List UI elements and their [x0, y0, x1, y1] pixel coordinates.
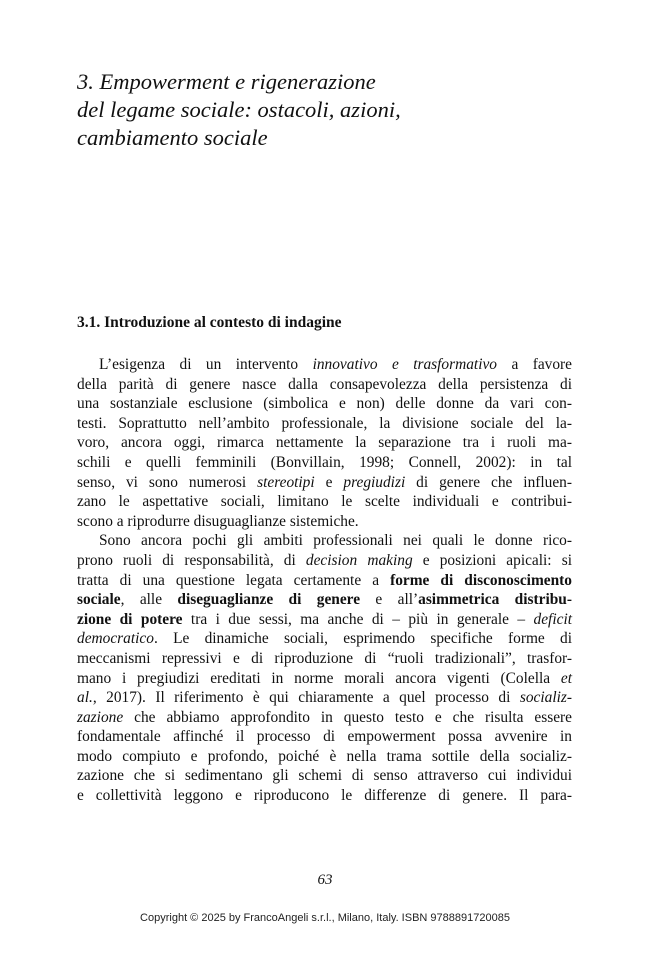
text-run: L’esigenza di un intervento: [99, 356, 313, 373]
paragraph-line: [77, 433, 572, 453]
paragraph-line: [77, 727, 572, 747]
text-run: voro, ancora oggi, rimarca nettamente la separazione tra i ruoli ma-: [77, 434, 572, 452]
bold-text: sociale: [77, 591, 121, 609]
text-run: a favore: [497, 356, 572, 373]
text-run: prono ruoli di responsabilità, di: [77, 551, 306, 569]
italic-text: stereotipi: [257, 473, 315, 491]
paragraph-line: [77, 394, 572, 414]
text-run: meccanismi repressivi e di riproduzione di “ruoli tradizionali”, trasfor-: [77, 649, 572, 667]
paragraph-line: [77, 590, 572, 610]
text-run: , alle: [120, 591, 178, 609]
italic-text: et: [560, 669, 572, 687]
paragraph-line: [77, 708, 572, 728]
italic-text: zazione: [77, 708, 124, 726]
text-run: . Le dinamiche sociali, esprimendo specifiche forme di: [153, 630, 572, 648]
paragraph-line: [77, 453, 572, 473]
text-run: una sostanziale esclusione (simbolica e non) delle donne da vari con-: [77, 395, 572, 413]
text-run: della parità di genere nasce dalla consapevolezza della persistenza di: [77, 375, 572, 393]
section-heading: 3.1. Introduzione al contesto di indagine: [77, 314, 342, 331]
body-text: [77, 355, 572, 806]
text-run: di genere che influen-: [405, 473, 573, 491]
paragraph-line: [77, 492, 572, 512]
text-run: tra i due sessi, ma anche di – più in generale –: [182, 610, 534, 628]
paragraph-line: [77, 375, 572, 395]
text-run: e collettività leggono e riproducono le differenze di genere. Il para-: [77, 787, 572, 805]
paragraph-line: [77, 629, 572, 649]
paragraph-line: [77, 551, 572, 571]
paragraph-line: [77, 512, 572, 532]
bold-text: diseguaglianze di genere: [177, 591, 361, 609]
paragraph-line: [77, 473, 572, 493]
bold-text: forme di disconoscimento: [390, 571, 572, 589]
text-run: , 2017). Il riferimento è qui chiaramente a quel processo di: [92, 689, 520, 707]
italic-text: deficit: [533, 610, 572, 628]
paragraph-line: [77, 414, 572, 434]
text-run: e: [314, 473, 344, 491]
chapter-title-line: del legame sociale: ostacoli, azioni,: [77, 97, 401, 122]
italic-text: decision making: [305, 551, 413, 569]
text-run: mano i pregiudizi ereditati in norme morali ancora vigenti (Colella: [77, 669, 561, 687]
text-run: schili e quelli femminili (Bonvillain, 1998; Connell, 2002): in tal: [77, 453, 572, 471]
chapter-title-line: 3. Empowerment e rigenerazione: [77, 69, 376, 94]
bold-text: zione di potere: [77, 610, 183, 628]
text-run: che abbiamo approfondito in questo testo e che risulta essere: [123, 708, 572, 726]
paragraph-line: [77, 610, 572, 630]
paragraph-line: [77, 766, 572, 786]
text-run: senso, vi sono numerosi: [77, 473, 258, 491]
paragraph-line: [77, 571, 572, 591]
text-run: Sono ancora pochi gli ambiti professionali nei quali le donne rico-: [99, 532, 572, 550]
paragraph-line: [77, 355, 572, 375]
text-run: e posizioni apicali: si: [412, 551, 572, 569]
text-run: tratta di una questione legata certamente a: [77, 571, 391, 589]
chapter-title-line: cambiamento sociale: [77, 125, 268, 150]
paragraph-line: [77, 649, 572, 669]
chapter-title: [77, 68, 557, 152]
paragraph-line: [77, 786, 572, 806]
page-number: 63: [317, 872, 333, 888]
bold-text: asimmetrica distribu-: [418, 591, 572, 609]
text-run: scono a riprodurre disuguaglianze sistemiche.: [77, 512, 359, 530]
text-run: e all’: [360, 591, 419, 609]
paragraph-line: [77, 688, 572, 708]
italic-text: democratico: [77, 630, 154, 648]
copyright-notice: Copyright © 2025 by FrancoAngeli s.r.l., Milano, Italy. ISBN 9788891720085: [140, 912, 510, 924]
text-run: fondamentale affinché il processo di empowerment possa avvenire in: [77, 728, 572, 746]
italic-text: al.: [77, 689, 93, 707]
text-run: zano le aspettative sociali, limitano le scelte individuali e contribui-: [77, 493, 572, 511]
italic-text: pregiudizi: [343, 473, 406, 491]
text-run: zazione che si sedimentano gli schemi di senso attraverso cui individui: [77, 767, 572, 785]
italic-text: socializ-: [519, 689, 572, 707]
paragraph-line: [77, 669, 572, 689]
text-run: modo compiuto e profondo, poiché è nella trama sottile della socializ-: [77, 747, 572, 765]
paragraph-line: [77, 747, 572, 767]
text-run: testi. Soprattutto nell’ambito professionale, la divisione sociale del la-: [77, 414, 572, 432]
italic-text: innovativo e trasformativo: [312, 356, 498, 373]
paragraph-line: [77, 531, 572, 551]
